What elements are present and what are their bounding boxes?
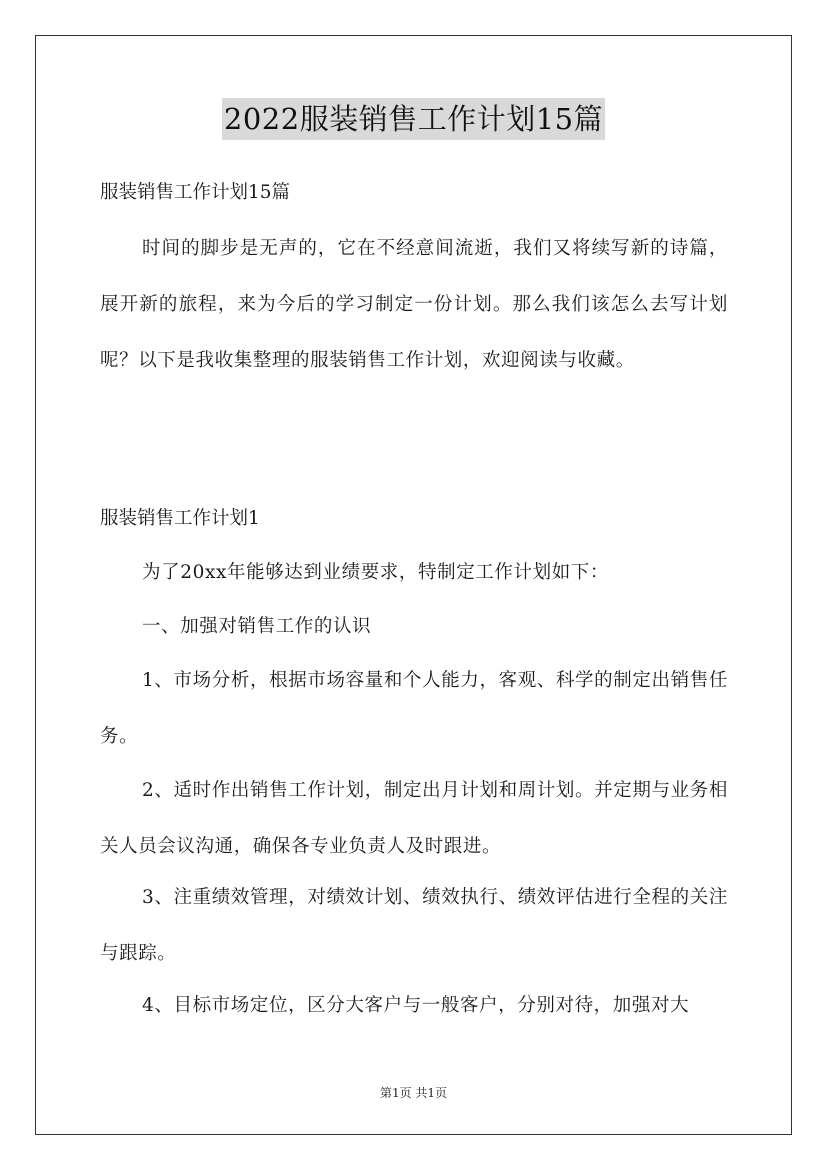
paragraph-item-4: 4、目标市场定位，区分大客户与一般客户，分别对待，加强对大 bbox=[142, 995, 690, 1016]
paragraph-item-3: 3、注重绩效管理，对绩效计划、绩效执行、绩效评估进行全程的关注与跟踪。 bbox=[100, 887, 728, 964]
page-footer: 第1页 共1页 bbox=[379, 1086, 448, 1100]
document-title: 2022服装销售工作计划15篇 bbox=[222, 98, 605, 140]
section-heading: 服装销售工作计划1 bbox=[100, 508, 260, 529]
title-container bbox=[0, 98, 827, 140]
intro-paragraph: 时间的脚步是无声的，它在不经意间流逝，我们又将续写新的诗篇，展开新的旅程，来为今后的学习制定一份计划。那么我们该怎么去写计划呢？以下是我收集整理的服装销售工作计划，欢迎阅读与收藏。 bbox=[100, 238, 728, 371]
paragraph-heading-one: 一、加强对销售工作的认识 bbox=[142, 616, 372, 637]
paragraph-item-1: 1、市场分析，根据市场容量和个人能力，客观、科学的制定出销售任务。 bbox=[100, 670, 728, 747]
document-subtitle: 服装销售工作计划15篇 bbox=[100, 182, 291, 203]
paragraph-item-2: 2、适时作出销售工作计划，制定出月计划和周计划。并定期与业务相关人员会议沟通，确保各专业负责人及时跟进。 bbox=[100, 780, 728, 857]
paragraph-goal: 为了20xx年能够达到业绩要求，特制定工作计划如下： bbox=[142, 562, 610, 583]
